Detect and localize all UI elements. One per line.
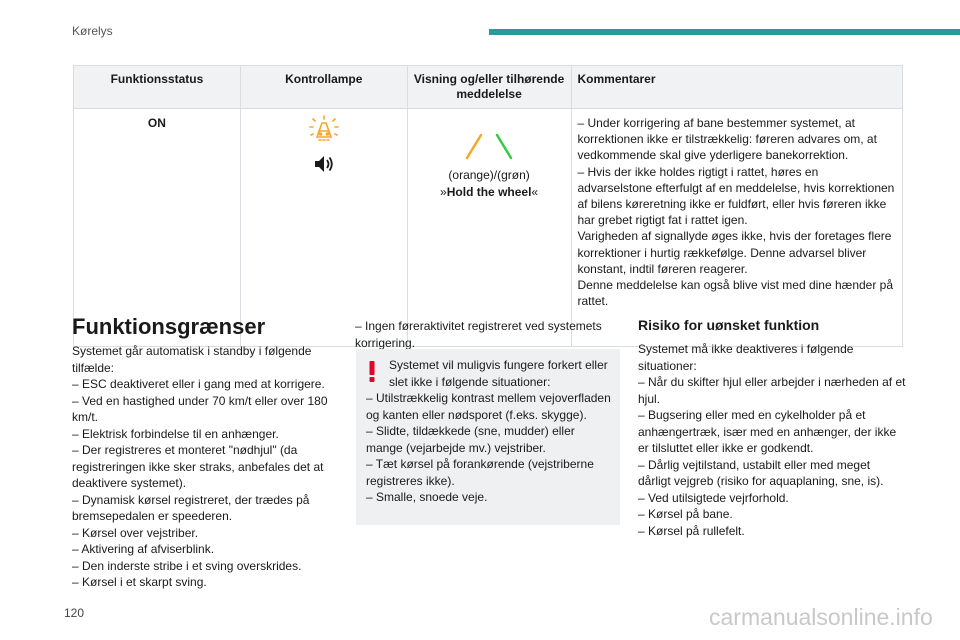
lamp-cell	[240, 109, 407, 347]
status-cell: ON	[74, 109, 241, 347]
risk-line: – Når du skifter hjul eller arbejder i nærheden af et hjul.	[638, 375, 906, 406]
page-number: 120	[64, 606, 85, 620]
limits-line: – Ingen føreraktivitet registreret ved systemets korrigering.	[355, 319, 602, 350]
warning-line: – Slidte, tildækkede (sne, mudder) eller mange (vejarbejde mv.) vejstriber.	[366, 424, 575, 455]
lane-assist-warning-icon	[307, 115, 341, 145]
warning-exclamation-icon	[366, 359, 378, 383]
speaker-icon	[312, 153, 336, 175]
limits-line: – Der registreres et monteret "nødhjul" (da registreringen ikke sker straks, anbefales det at deaktivere systemet).	[72, 443, 324, 490]
risk-line: – Ved utilsigtede vejrforhold.	[638, 490, 789, 505]
limits-line: – Elektrisk forbindelse til en anhænger.	[72, 426, 279, 441]
warning-box	[356, 349, 620, 525]
limits-line: – Aktivering af afviserblink.	[72, 542, 215, 556]
risk-line: – Kørsel på bane.	[638, 507, 733, 521]
limits-line: Systemet går automatisk i standby i følgende tilfælde:	[72, 344, 312, 375]
risk-line: – Dårlig vejtilstand, ustabilt eller med meget dårligt vejgreb (risiko for aquaplaning, sne, is).	[638, 457, 884, 488]
column-header-display: Visning og/eller tilhørende meddelelse	[407, 66, 571, 109]
risk-heading: Risiko for uønsket funktion	[638, 317, 820, 333]
limits-text	[72, 343, 340, 591]
message-close-quote: «	[531, 185, 539, 199]
limits-line: – ESC deaktiveret eller i gang med at korrigere.	[72, 377, 325, 391]
display-cell	[407, 109, 571, 347]
comment-cell	[571, 109, 903, 347]
risk-line: Systemet må ikke deaktiveres i følgende situationer:	[638, 342, 854, 373]
risk-text	[638, 341, 906, 539]
section-title: Kørelys	[72, 24, 113, 38]
header-accent-bar	[489, 29, 960, 35]
limits-line: – Kørsel i et skarpt sving.	[72, 575, 207, 589]
table-header-row	[74, 66, 903, 109]
lane-lines-indicator	[449, 131, 529, 161]
watermark: carmanualsonline.info	[709, 604, 933, 630]
warning-line: – Utilstrækkelig kontrast mellem vejoverfladen og kanten eller nødsporet (f.eks. skygge).	[366, 391, 611, 422]
comment-line: Varigheden af signallyde øges ikke, hvis der foretages flere korrektioner i hurtig rækkefølge. Denne advarsel bliver konstant, indtil føreren reagerer.	[577, 229, 892, 276]
warning-intro: Systemet vil muligvis fungere forkert eller slet ikke i følgende situationer:	[389, 358, 608, 389]
limits-line: – Kørsel over vejstriber.	[72, 525, 199, 540]
color-caption: (orange)/(grøn)	[448, 168, 530, 182]
comment-line: – Hvis der ikke holdes rigtigt i rattet, høres en advarselstone efterfulgt af en meddelelse, hvis korrektionen af bilens køreretning ikke er fuldført, eller hvis føreren ikke har grebet rigtigt fat i rattet igen.	[577, 164, 895, 228]
message-text: Hold the wheel	[446, 185, 532, 199]
limits-line: – Dynamisk kørsel registreret, der trædes på bremsepedalen er speederen.	[72, 492, 310, 523]
warning-line: – Smalle, snoede veje.	[366, 490, 488, 504]
message-open-quote: »	[440, 185, 447, 199]
warning-line: – Tæt kørsel på forankørende (vejstriberne registreres ikke).	[366, 457, 594, 488]
column-header-lamp: Kontrollampe	[240, 66, 407, 109]
limits-heading: Funktionsgrænser	[72, 314, 266, 339]
risk-line: – Kørsel på rullefelt.	[638, 523, 745, 538]
limits-continued	[355, 318, 623, 351]
risk-line: – Bugsering eller med en cykelholder på et anhængertræk, især med en anhænger, der ikke er tilsluttet eller ikke er godkendt.	[638, 408, 897, 455]
function-status-table	[73, 65, 903, 347]
comment-line: Denne meddelelse kan også blive vist med dine hænder på rattet.	[577, 278, 894, 309]
limits-line: – Den inderste stribe i et sving overskrides.	[72, 558, 302, 573]
limits-line: – Ved en hastighed under 70 km/t eller over 180 km/t.	[72, 393, 328, 424]
comment-line: – Under korrigering af bane bestemmer systemet, at korrektionen ikke er tilstrækkelig: føreren advares om, at vedkommende skal give yderligere banekorrektion.	[577, 116, 877, 163]
column-header-comments: Kommentarer	[571, 66, 903, 109]
column-header-status: Funktionsstatus	[74, 66, 241, 109]
table-row	[74, 109, 903, 347]
display-message	[414, 184, 565, 201]
